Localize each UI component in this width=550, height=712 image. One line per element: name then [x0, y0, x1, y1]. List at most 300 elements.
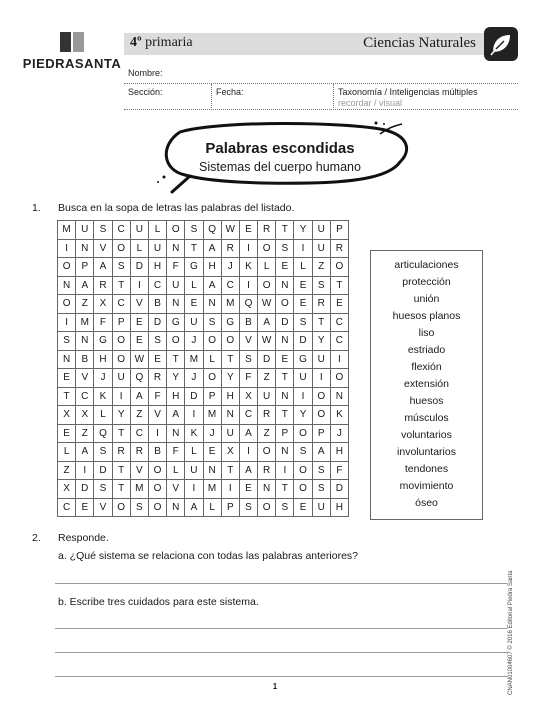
grid-cell[interactable]: D — [130, 258, 148, 277]
grid-cell[interactable]: P — [76, 258, 94, 277]
grid-cell[interactable]: I — [185, 406, 203, 425]
grid-cell[interactable]: N — [276, 332, 294, 351]
grid-cell[interactable]: O — [203, 369, 221, 388]
grid-cell[interactable]: O — [294, 461, 312, 480]
header-bar — [124, 33, 484, 55]
grid-cell[interactable]: E — [294, 295, 312, 314]
grid-cell[interactable]: U — [185, 461, 203, 480]
grid-cell[interactable]: Z — [76, 424, 94, 443]
grid-cell[interactable]: S — [112, 258, 130, 277]
answer-line[interactable] — [55, 652, 507, 653]
grid-cell[interactable]: E — [58, 424, 76, 443]
grid-cell[interactable]: Z — [312, 258, 330, 277]
grid-cell[interactable]: S — [276, 239, 294, 258]
grid-row — [58, 424, 349, 443]
grid-cell[interactable]: A — [239, 461, 257, 480]
grid-cell[interactable]: C — [58, 498, 76, 517]
grid-cell[interactable]: O — [258, 443, 276, 462]
grid-cell[interactable]: I — [58, 239, 76, 258]
grid-cell[interactable]: K — [239, 258, 257, 277]
grid-cell[interactable]: L — [203, 498, 221, 517]
grid-cell[interactable]: R — [112, 443, 130, 462]
grid-cell[interactable]: X — [94, 295, 112, 314]
grid-cell[interactable]: E — [294, 498, 312, 517]
grid-cell[interactable]: L — [148, 221, 166, 240]
grid-cell[interactable]: E — [185, 295, 203, 314]
grid-cell[interactable]: W — [258, 332, 276, 351]
grid-cell[interactable]: T — [221, 461, 239, 480]
grid-cell[interactable]: C — [112, 221, 130, 240]
grid-cell[interactable]: I — [239, 276, 257, 295]
grid-cell[interactable]: E — [203, 443, 221, 462]
grid-row — [58, 276, 349, 295]
grid-cell[interactable]: N — [276, 387, 294, 406]
grid-cell[interactable]: C — [330, 313, 348, 332]
grid-cell[interactable]: U — [258, 387, 276, 406]
grid-cell[interactable]: D — [330, 480, 348, 499]
grid-cell[interactable]: I — [294, 387, 312, 406]
grid-cell[interactable]: Z — [76, 295, 94, 314]
grid-cell[interactable]: O — [148, 498, 166, 517]
grid-cell[interactable]: Y — [112, 406, 130, 425]
grid-cell[interactable]: Y — [221, 369, 239, 388]
grid-cell[interactable]: M — [221, 295, 239, 314]
grid-cell[interactable]: C — [130, 424, 148, 443]
grid-row — [58, 406, 349, 425]
grid-cell[interactable]: T — [276, 221, 294, 240]
grid-cell[interactable]: O — [112, 332, 130, 351]
grid-cell[interactable]: F — [239, 369, 257, 388]
grid-cell[interactable]: R — [312, 295, 330, 314]
grid-cell[interactable]: K — [185, 424, 203, 443]
grid-cell[interactable]: I — [330, 350, 348, 369]
grid-cell[interactable]: O — [330, 258, 348, 277]
grid-cell[interactable]: C — [221, 276, 239, 295]
grid-cell[interactable]: X — [58, 480, 76, 499]
page-title: Palabras escondidas — [205, 140, 355, 157]
grid-cell[interactable]: K — [330, 406, 348, 425]
grid-cell[interactable]: C — [112, 295, 130, 314]
grid-cell[interactable]: E — [276, 258, 294, 277]
grid-cell[interactable]: B — [148, 295, 166, 314]
question-2-number: 2. — [32, 532, 41, 544]
grid-cell[interactable]: L — [58, 443, 76, 462]
grid-cell[interactable]: T — [221, 350, 239, 369]
grid-cell[interactable]: R — [221, 239, 239, 258]
grid-cell[interactable]: N — [221, 406, 239, 425]
grid-row — [58, 498, 349, 517]
subject-label: Ciencias Naturales — [363, 35, 476, 51]
grid-cell[interactable]: O — [148, 461, 166, 480]
grid-cell[interactable]: Y — [167, 369, 185, 388]
grid-cell[interactable]: C — [239, 406, 257, 425]
grid-cell[interactable]: N — [276, 443, 294, 462]
grid-cell[interactable]: U — [294, 369, 312, 388]
grid-cell[interactable]: O — [112, 498, 130, 517]
grid-cell[interactable]: U — [221, 424, 239, 443]
grid-cell[interactable]: X — [58, 406, 76, 425]
grid-cell[interactable]: U — [185, 313, 203, 332]
grid-cell[interactable]: L — [167, 461, 185, 480]
copyright-text: CNAN01004607 © 2016 Editorial Piedra Santa — [508, 570, 514, 695]
grid-cell[interactable]: J — [203, 424, 221, 443]
grid-cell[interactable]: N — [258, 480, 276, 499]
grid-cell[interactable]: R — [148, 369, 166, 388]
grid-cell[interactable]: I — [185, 480, 203, 499]
answer-line[interactable] — [55, 583, 507, 584]
grid-cell[interactable]: A — [130, 387, 148, 406]
grid-cell[interactable]: M — [185, 350, 203, 369]
grid-cell[interactable]: Z — [130, 406, 148, 425]
publisher-logo — [22, 30, 122, 71]
grid-cell[interactable]: O — [258, 498, 276, 517]
grid-row — [58, 239, 349, 258]
word-list-item: flexión — [411, 361, 442, 373]
grid-cell[interactable]: S — [294, 313, 312, 332]
grid-cell[interactable]: I — [130, 276, 148, 295]
grid-cell[interactable]: A — [203, 276, 221, 295]
grid-cell[interactable]: A — [185, 498, 203, 517]
grid-cell[interactable]: A — [203, 239, 221, 258]
grid-cell[interactable]: D — [94, 461, 112, 480]
grid-cell[interactable]: N — [76, 239, 94, 258]
grid-cell[interactable]: N — [76, 332, 94, 351]
grid-cell[interactable]: I — [58, 313, 76, 332]
grid-cell[interactable]: U — [312, 221, 330, 240]
grid-cell[interactable]: X — [221, 443, 239, 462]
grid-cell[interactable]: Y — [312, 332, 330, 351]
grid-cell[interactable]: H — [330, 443, 348, 462]
grid-cell[interactable]: O — [312, 387, 330, 406]
grid-cell[interactable]: M — [130, 480, 148, 499]
grid-cell[interactable]: D — [276, 313, 294, 332]
grid-cell[interactable]: L — [185, 276, 203, 295]
grid-cell[interactable]: C — [148, 276, 166, 295]
page-number: 1 — [272, 682, 278, 691]
grid-cell[interactable]: H — [94, 350, 112, 369]
grid-cell[interactable]: Q — [239, 295, 257, 314]
grid-cell[interactable]: T — [276, 369, 294, 388]
grid-cell[interactable]: L — [294, 258, 312, 277]
grid-cell[interactable]: H — [203, 258, 221, 277]
grid-cell[interactable]: M — [76, 313, 94, 332]
grid-row — [58, 369, 349, 388]
grid-cell[interactable]: F — [167, 443, 185, 462]
grid-cell[interactable]: D — [148, 313, 166, 332]
grid-cell[interactable]: S — [148, 332, 166, 351]
grid-cell[interactable]: R — [258, 221, 276, 240]
grid-cell[interactable]: E — [76, 498, 94, 517]
grid-cell[interactable]: E — [330, 295, 348, 314]
grid-cell[interactable]: O — [276, 295, 294, 314]
grid-cell[interactable]: S — [185, 221, 203, 240]
grid-cell[interactable]: U — [130, 221, 148, 240]
answer-line[interactable] — [55, 676, 507, 677]
grid-cell[interactable]: O — [148, 480, 166, 499]
question-2a: a. ¿Qué sistema se relaciona con todas las palabras anteriores? — [58, 550, 358, 562]
grid-cell[interactable]: S — [294, 443, 312, 462]
grid-cell[interactable]: D — [185, 387, 203, 406]
grid-cell[interactable]: V — [130, 295, 148, 314]
answer-line[interactable] — [55, 628, 507, 629]
grid-cell[interactable]: I — [312, 369, 330, 388]
grid-cell[interactable]: S — [312, 276, 330, 295]
grid-cell[interactable]: S — [203, 313, 221, 332]
grid-cell[interactable]: V — [76, 369, 94, 388]
topic-label: Taxonomía / Inteligencias múltiples — [338, 87, 478, 97]
grid-cell[interactable]: A — [76, 443, 94, 462]
grid-cell[interactable]: U — [312, 350, 330, 369]
grid-cell[interactable]: O — [58, 295, 76, 314]
grid-cell[interactable]: O — [112, 239, 130, 258]
grid-cell[interactable]: E — [239, 221, 257, 240]
grid-cell[interactable]: J — [330, 424, 348, 443]
grid-cell[interactable]: O — [294, 480, 312, 499]
grid-cell[interactable]: R — [258, 406, 276, 425]
grid-cell[interactable]: F — [330, 461, 348, 480]
grid-cell[interactable]: S — [94, 480, 112, 499]
info-row — [124, 84, 518, 110]
grid-cell[interactable]: P — [276, 424, 294, 443]
grid-cell[interactable]: Y — [294, 221, 312, 240]
grid-cell[interactable]: H — [330, 498, 348, 517]
grid-cell[interactable]: N — [167, 498, 185, 517]
grid-cell[interactable]: T — [185, 239, 203, 258]
grid-cell[interactable]: E — [130, 332, 148, 351]
grid-cell[interactable]: E — [294, 276, 312, 295]
grid-cell[interactable]: T — [167, 350, 185, 369]
grid-cell[interactable]: M — [203, 406, 221, 425]
grid-cell[interactable]: P — [330, 221, 348, 240]
grid-cell[interactable]: E — [239, 480, 257, 499]
grid-cell[interactable]: V — [167, 480, 185, 499]
grid-cell[interactable]: S — [239, 498, 257, 517]
grid-cell[interactable]: N — [167, 239, 185, 258]
grid-cell[interactable]: W — [258, 295, 276, 314]
grid-cell[interactable]: P — [312, 424, 330, 443]
grid-cell[interactable]: U — [76, 221, 94, 240]
grid-cell[interactable]: R — [330, 239, 348, 258]
grid-cell[interactable]: B — [76, 350, 94, 369]
grid-cell[interactable]: E — [130, 313, 148, 332]
grid-cell[interactable]: J — [185, 332, 203, 351]
grid-cell[interactable]: S — [130, 498, 148, 517]
grid-cell[interactable]: I — [221, 480, 239, 499]
word-list-item: estriado — [407, 344, 446, 356]
word-list-item: huesos planos — [392, 310, 461, 322]
grid-cell[interactable]: W — [130, 350, 148, 369]
title-cloud — [150, 120, 410, 195]
grid-cell[interactable]: A — [239, 424, 257, 443]
grid-cell[interactable]: K — [94, 387, 112, 406]
grid-cell[interactable]: A — [258, 313, 276, 332]
grid-cell[interactable]: L — [203, 350, 221, 369]
grid-cell[interactable]: I — [112, 387, 130, 406]
grid-cell[interactable]: S — [58, 332, 76, 351]
grid-cell[interactable]: A — [76, 276, 94, 295]
grid-cell[interactable]: O — [221, 332, 239, 351]
grid-cell[interactable]: O — [258, 239, 276, 258]
grid-cell[interactable]: T — [58, 387, 76, 406]
grid-cell[interactable]: I — [294, 239, 312, 258]
grid-cell[interactable]: F — [148, 387, 166, 406]
grid-cell[interactable]: Z — [258, 424, 276, 443]
grid-row — [58, 387, 349, 406]
grid-cell[interactable]: M — [58, 221, 76, 240]
grid-cell[interactable]: P — [221, 498, 239, 517]
grid-cell[interactable]: A — [312, 443, 330, 462]
grid-cell[interactable]: W — [221, 221, 239, 240]
grid-cell[interactable]: L — [185, 443, 203, 462]
grid-cell[interactable]: N — [330, 387, 348, 406]
grid-cell[interactable]: U — [167, 276, 185, 295]
grid-cell[interactable]: I — [148, 424, 166, 443]
grid-cell[interactable]: O — [330, 369, 348, 388]
grid-cell[interactable]: O — [112, 350, 130, 369]
question-1-number: 1. — [32, 202, 41, 214]
grid-cell[interactable]: I — [239, 239, 257, 258]
grid-cell[interactable]: H — [221, 387, 239, 406]
word-list-item: unión — [413, 293, 440, 305]
question-2-text: Responde. — [58, 532, 109, 544]
grid-cell[interactable]: I — [239, 443, 257, 462]
grid-cell[interactable]: C — [76, 387, 94, 406]
grid-cell[interactable]: L — [258, 258, 276, 277]
grid-cell[interactable]: N — [203, 295, 221, 314]
grid-cell[interactable]: B — [148, 443, 166, 462]
grid-cell[interactable]: O — [258, 276, 276, 295]
word-list-item: extensión — [404, 378, 449, 390]
grid-cell[interactable]: U — [312, 239, 330, 258]
grid-cell[interactable]: O — [203, 332, 221, 351]
grid-cell[interactable]: C — [330, 332, 348, 351]
grid-cell[interactable]: T — [312, 313, 330, 332]
grid-cell[interactable]: Q — [203, 221, 221, 240]
grid-cell[interactable]: G — [167, 313, 185, 332]
grid-cell[interactable]: F — [94, 313, 112, 332]
grid-cell[interactable]: T — [276, 406, 294, 425]
grid-cell[interactable]: Z — [258, 369, 276, 388]
grid-cell[interactable]: U — [112, 369, 130, 388]
grid-cell[interactable]: D — [294, 332, 312, 351]
grid-row — [58, 443, 349, 462]
grid-cell[interactable]: B — [239, 313, 257, 332]
name-row — [124, 64, 518, 84]
grid-cell[interactable]: E — [148, 350, 166, 369]
grid-cell[interactable]: O — [312, 406, 330, 425]
grid-cell[interactable]: I — [276, 461, 294, 480]
grid-cell[interactable]: O — [167, 332, 185, 351]
grid-cell[interactable]: Z — [58, 461, 76, 480]
date-label: Fecha: — [216, 87, 244, 97]
grid-cell[interactable]: E — [276, 350, 294, 369]
grid-cell[interactable]: P — [112, 313, 130, 332]
grid-cell[interactable]: N — [203, 461, 221, 480]
section-cell — [124, 84, 212, 110]
grid-cell[interactable]: S — [94, 443, 112, 462]
grid-cell[interactable]: V — [94, 239, 112, 258]
grid-cell[interactable]: X — [76, 406, 94, 425]
topic-sub-label: recordar / visual — [338, 98, 403, 108]
grid-cell[interactable]: H — [148, 258, 166, 277]
grid-row — [58, 332, 349, 351]
word-list-item: protección — [402, 276, 451, 288]
grid-cell[interactable]: J — [221, 258, 239, 277]
grid-cell[interactable]: L — [94, 406, 112, 425]
grid-cell[interactable]: S — [94, 221, 112, 240]
grid-cell[interactable]: J — [185, 369, 203, 388]
grid-cell[interactable]: P — [203, 387, 221, 406]
grid-cell[interactable]: O — [294, 424, 312, 443]
grid-cell[interactable]: A — [94, 258, 112, 277]
grid-cell[interactable]: U — [312, 498, 330, 517]
grid-cell[interactable]: G — [94, 332, 112, 351]
grid-cell[interactable]: Q — [130, 369, 148, 388]
grid-cell[interactable]: G — [185, 258, 203, 277]
grid-row — [58, 313, 349, 332]
grid-cell[interactable]: V — [94, 498, 112, 517]
grid-cell[interactable]: R — [94, 276, 112, 295]
grid-cell[interactable]: Q — [94, 424, 112, 443]
grid-cell[interactable]: N — [276, 276, 294, 295]
grid-cell[interactable]: L — [130, 239, 148, 258]
grid-cell[interactable]: R — [130, 443, 148, 462]
grid-cell[interactable]: F — [167, 258, 185, 277]
grid-cell[interactable]: G — [294, 350, 312, 369]
grid-cell[interactable]: A — [167, 406, 185, 425]
grid-cell[interactable]: S — [312, 480, 330, 499]
grid-cell[interactable]: V — [239, 332, 257, 351]
grid-cell[interactable]: S — [239, 350, 257, 369]
topic-cell — [334, 84, 518, 110]
grade-label: 4º primaria — [130, 35, 193, 50]
grid-cell[interactable]: S — [276, 498, 294, 517]
grid-cell[interactable]: T — [112, 424, 130, 443]
grid-cell[interactable]: S — [312, 461, 330, 480]
grid-cell[interactable]: N — [167, 295, 185, 314]
grid-cell[interactable]: T — [276, 480, 294, 499]
grid-cell[interactable]: T — [330, 276, 348, 295]
grid-cell[interactable]: G — [221, 313, 239, 332]
question-2b: b. Escribe tres cuidados para este sistema. — [58, 596, 259, 608]
word-list-item: articulaciones — [394, 259, 459, 271]
grid-cell[interactable]: E — [58, 369, 76, 388]
grid-cell[interactable]: O — [58, 258, 76, 277]
grid-cell[interactable]: J — [94, 369, 112, 388]
grid-cell[interactable]: T — [112, 276, 130, 295]
grid-cell[interactable]: T — [112, 461, 130, 480]
grid-cell[interactable]: D — [76, 480, 94, 499]
grid-cell[interactable]: H — [167, 387, 185, 406]
page-subtitle: Sistemas del cuerpo humano — [199, 160, 361, 174]
grid-cell[interactable]: I — [76, 461, 94, 480]
grid-cell[interactable]: V — [130, 461, 148, 480]
grid-cell[interactable]: N — [167, 424, 185, 443]
grid-cell[interactable]: V — [148, 406, 166, 425]
grid-cell[interactable]: N — [58, 350, 76, 369]
grid-cell[interactable]: D — [258, 350, 276, 369]
grid-cell[interactable]: Y — [294, 406, 312, 425]
grid-cell[interactable]: O — [167, 221, 185, 240]
grid-cell[interactable]: N — [58, 276, 76, 295]
grid-cell[interactable]: X — [239, 387, 257, 406]
grid-cell[interactable]: R — [258, 461, 276, 480]
cloud-outline — [150, 120, 410, 195]
book-icon — [57, 30, 87, 54]
grid-cell[interactable]: U — [148, 239, 166, 258]
grid-cell[interactable]: T — [112, 480, 130, 499]
grid-cell[interactable]: M — [203, 480, 221, 499]
